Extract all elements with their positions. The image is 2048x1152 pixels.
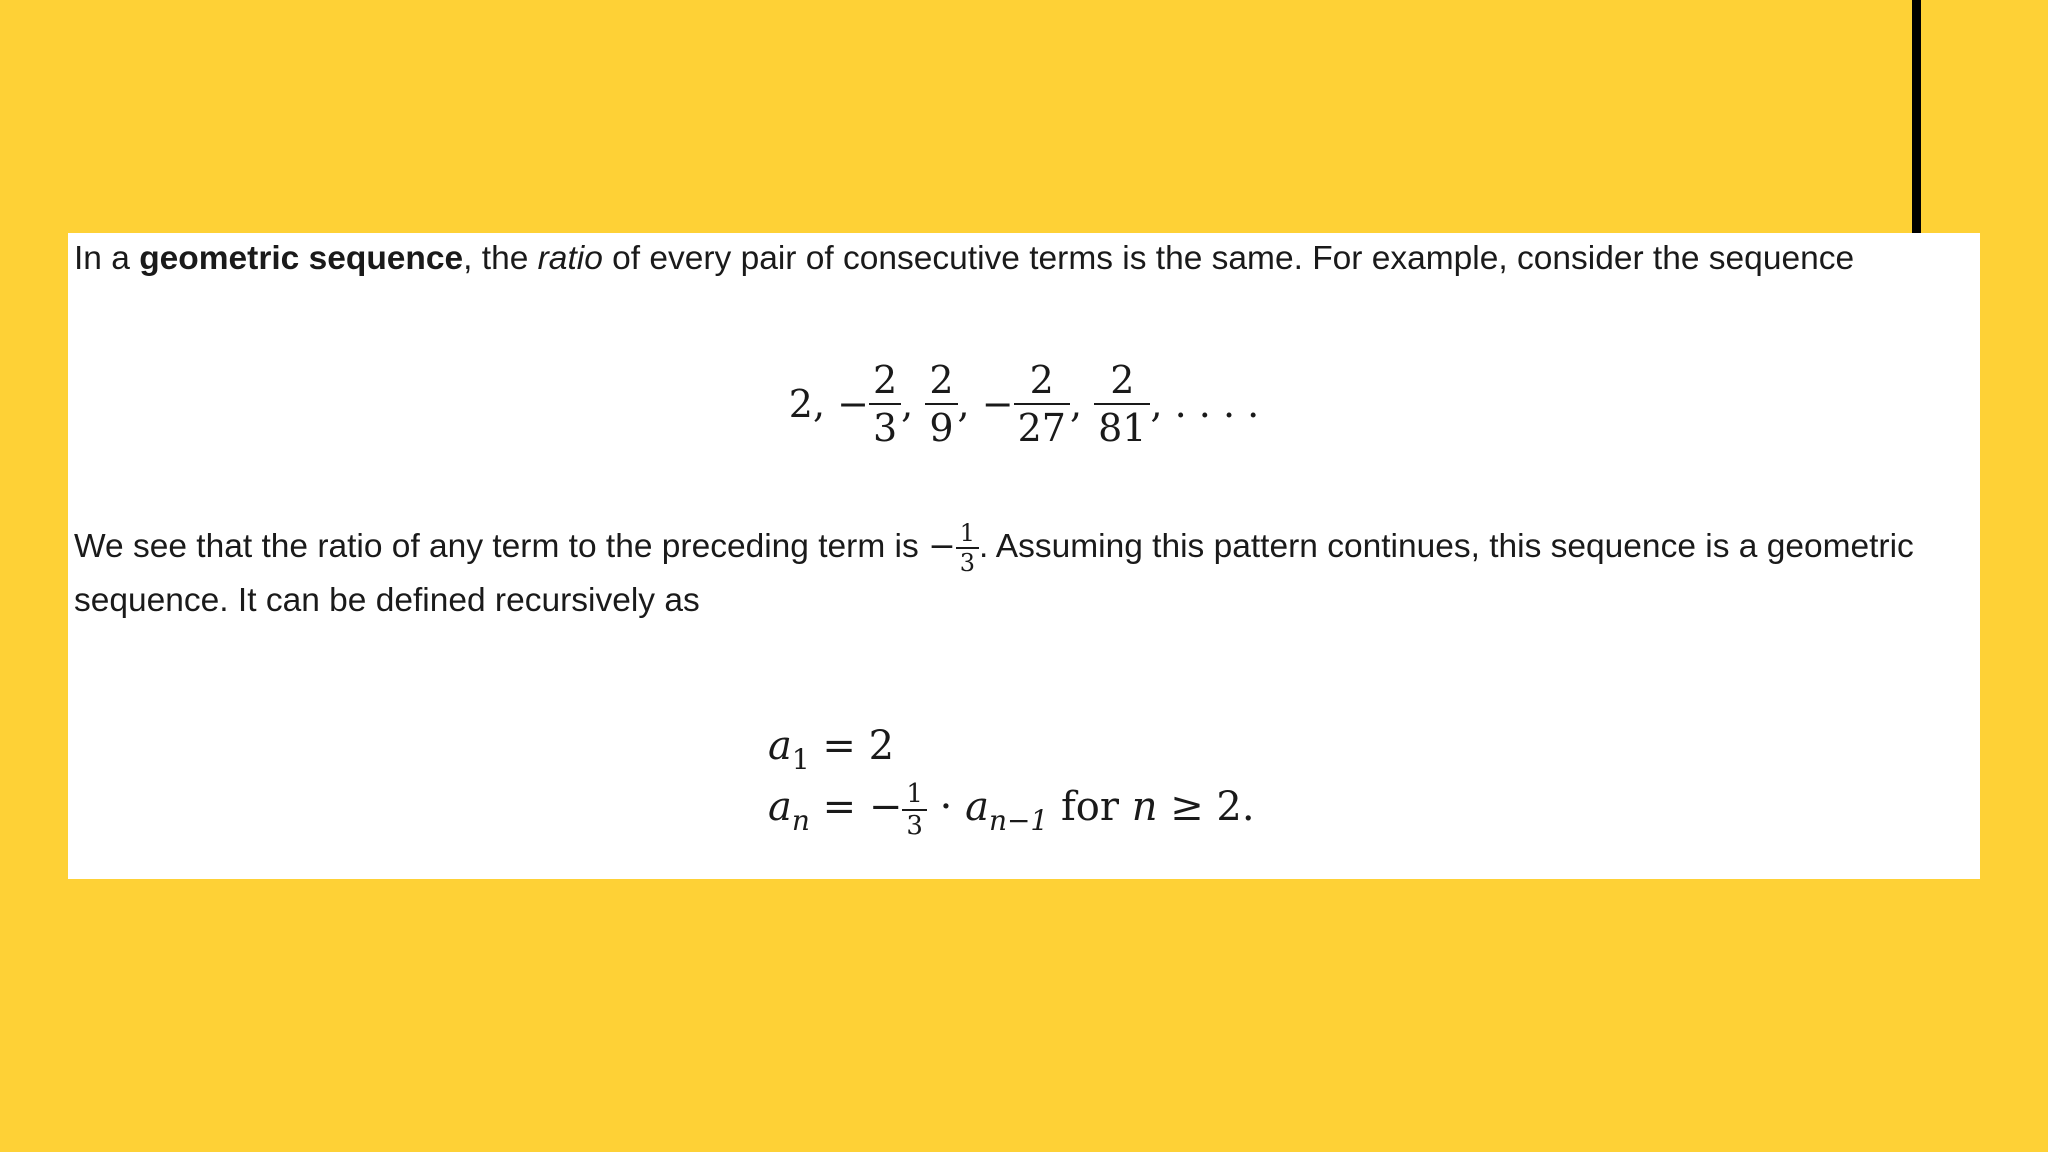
ratio-paragraph — [74, 520, 1964, 626]
fraction-denominator: 81 — [1094, 403, 1150, 447]
equals-minus: = − — [809, 784, 903, 830]
sequence-first-term: 2, — [788, 382, 826, 426]
multiply-dot: · — [926, 784, 966, 830]
sequence-sign: − — [981, 382, 1014, 426]
fraction-denominator: 3 — [902, 809, 927, 839]
intro-paragraph — [74, 233, 1964, 284]
ratio-fraction — [956, 521, 979, 575]
intro-middle: , the — [463, 240, 538, 277]
subscript: n−1 — [988, 803, 1049, 837]
ratio-sign: − — [928, 526, 956, 565]
ratio-math — [928, 519, 979, 577]
sequence-separator: , — [901, 382, 914, 426]
variable-a: a — [768, 784, 792, 830]
sequence-fraction — [869, 358, 901, 450]
intro-suffix: of every pair of consecutive terms is the same. For example, consider the sequence — [602, 240, 1855, 277]
fraction-denominator: 27 — [1014, 403, 1070, 447]
variable-a: a — [965, 784, 989, 830]
fraction-numerator: 2 — [1110, 358, 1135, 402]
sequence-fraction — [925, 358, 957, 450]
equation-rhs: = 2 — [809, 723, 895, 769]
ratio-suffix: . Assuming this pattern continues, this sequence is a geometric sequence. It can be defined recursively as — [74, 528, 1914, 619]
variable-n: n — [1131, 784, 1158, 830]
sequence-display — [68, 358, 1980, 450]
fraction-numerator: 2 — [872, 358, 898, 402]
ratio-prefix: We see that the ratio of any term to the preceding term is — [74, 528, 929, 565]
fraction-denominator: 9 — [925, 403, 957, 447]
condition: ≥ 2. — [1157, 784, 1255, 830]
for-word: for — [1048, 784, 1132, 830]
variable-a: a — [768, 723, 792, 769]
sequence-fraction — [1014, 358, 1070, 450]
subscript: 1 — [791, 742, 810, 776]
fraction-numerator: 1 — [906, 779, 923, 809]
subscript: n — [791, 803, 810, 837]
sequence-sign: − — [837, 382, 869, 426]
sequence-fraction — [1094, 358, 1150, 450]
fraction-numerator: 1 — [959, 519, 975, 547]
sequence-separator: , — [1069, 382, 1083, 426]
ratio-word: ratio — [537, 240, 603, 277]
fraction-denominator: 3 — [869, 403, 901, 447]
intro-prefix: In a — [74, 240, 140, 277]
sequence-separator: , . . . . — [1150, 382, 1260, 426]
content-card — [68, 233, 1980, 879]
fraction-denominator: 3 — [956, 547, 979, 575]
recursion-step-equation — [768, 781, 1255, 839]
fraction-numerator: 2 — [1029, 358, 1054, 402]
fraction-numerator: 2 — [929, 358, 954, 402]
step-fraction — [902, 781, 927, 839]
recursion-base-equation — [768, 723, 895, 776]
accent-bar — [1912, 0, 1921, 234]
term-geometric-sequence: geometric sequence — [139, 240, 464, 277]
sequence-separator: , — [957, 382, 970, 426]
